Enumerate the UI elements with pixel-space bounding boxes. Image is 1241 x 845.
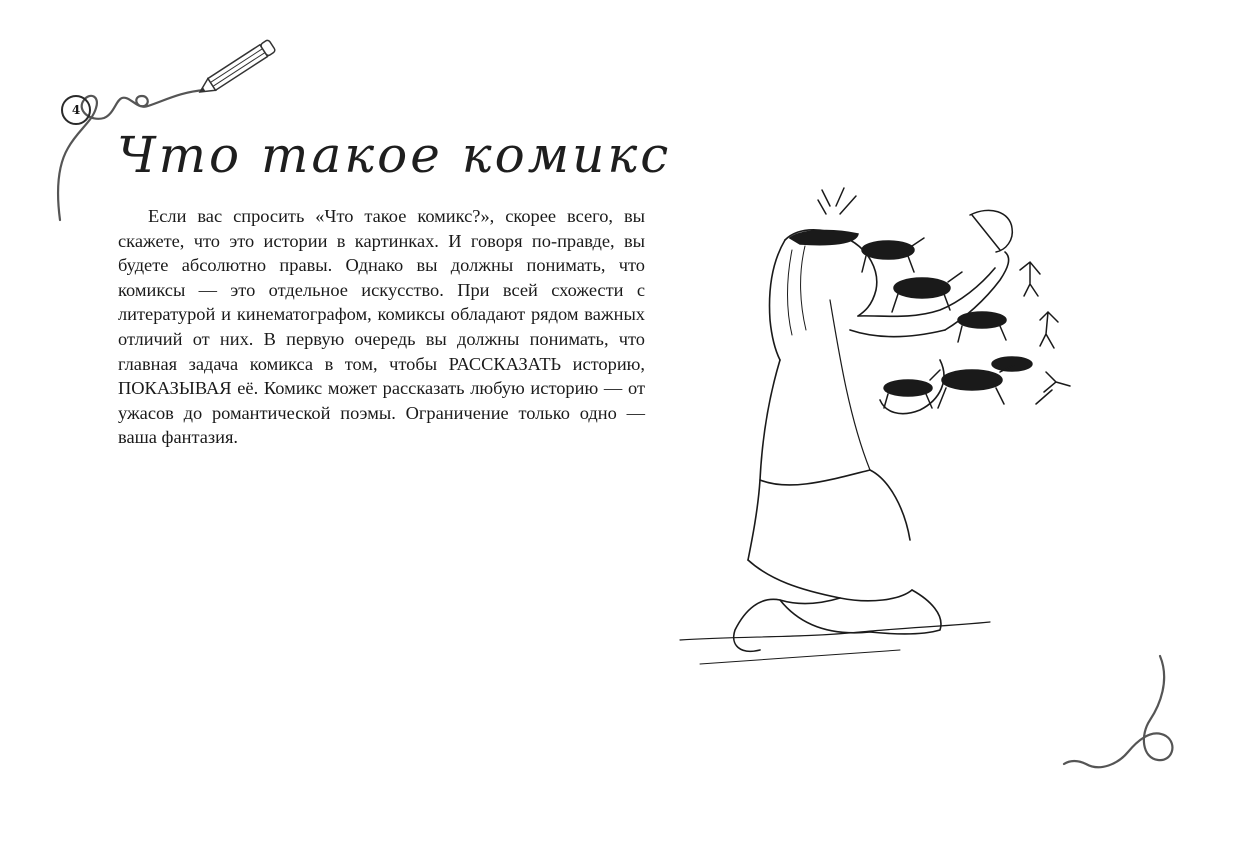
page-title: Что такое комикс <box>117 126 672 184</box>
page-number: 4 <box>61 95 91 125</box>
body-paragraph: Если вас спросить «Что такое комикс?», скорее всего, вы скажете, что это истории в картинках. И говоря по-правде, вы будете абсолютно правы. Однако вы должны понимать, что комиксы — это отдельное искусство. При всей схожести с литературой и кинематографом, комиксы обладают рядом важных отличий от них. В первую очередь вы должны понимать, что главная задача комикса в том, чтобы РАССКАЗАТЬ историю, ПОКАЗЫВАЯ её. Комикс может рассказать любую историю — от ужасов до романтической поэмы. Ограничение только одно — ваша фантазия. <box>118 206 645 448</box>
swirl-ornament <box>1064 656 1172 767</box>
